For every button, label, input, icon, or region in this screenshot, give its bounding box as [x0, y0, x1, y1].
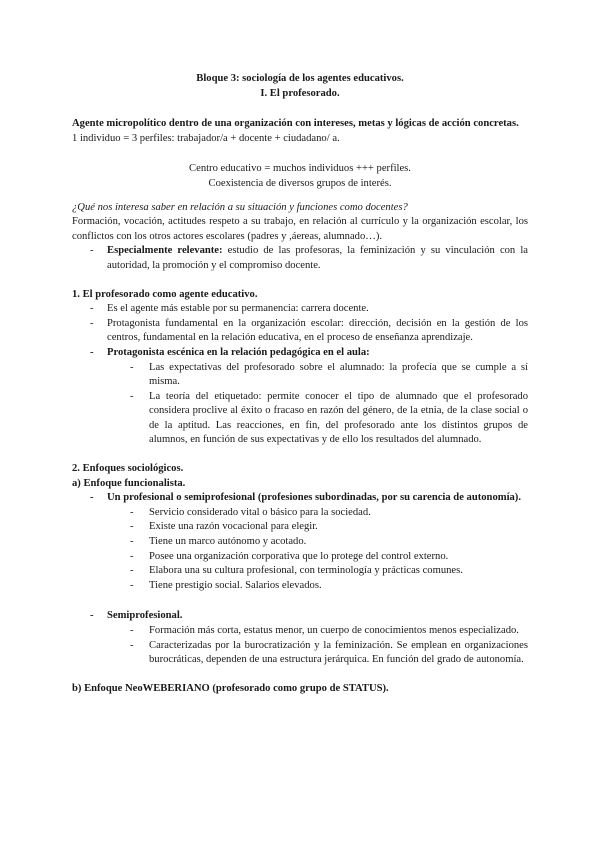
intro-heading: Agente micropolítico dentro de una organización con intereses, metas y lógicas de acción concretas. — [72, 118, 519, 130]
sub-list-item — [72, 390, 528, 448]
section-2-heading: 2. Enfoques sociológicos. — [72, 463, 184, 475]
bullet-dash: - — [90, 245, 94, 257]
sub-list-item — [72, 361, 528, 390]
subsection-b-heading: b) Enfoque NeoWEBERIANO (profesorado como grupo de STATUS). — [72, 682, 389, 694]
center-line-1: Centro educativo = muchos individuos +++ perfiles. — [189, 163, 411, 175]
sub-list-item-text: Servicio considerado vital o básico para la sociedad. — [149, 506, 371, 518]
document-page — [72, 72, 528, 696]
bullet-dash: - — [90, 492, 94, 504]
title-line-2: I. El profesorado. — [260, 87, 340, 99]
bullet-dash: - — [130, 550, 134, 562]
sub-list-item — [72, 550, 528, 565]
list-item — [72, 491, 528, 506]
bullet-dash: - — [130, 361, 134, 373]
sub-list-item-text: Posee una organización corporativa que lo protege del control externo. — [149, 550, 449, 562]
subsection-a-heading: a) Enfoque funcionalista. — [72, 477, 186, 489]
sub-list-item — [72, 639, 528, 668]
list-item — [72, 244, 528, 273]
sub-list-item — [72, 624, 528, 639]
question-text: Formación, vocación, actitudes respeto a su trabajo, en relación al currículo y la organización escolar, los conflictos con los otros actores escolares (padres y ,áereas, alumnado…). — [72, 216, 528, 242]
bullet-dash: - — [130, 536, 134, 548]
list-item-text: Protagonista escénica en la relación pedagógica en el aula: — [107, 346, 370, 358]
sub-list-item-text: Las expectativas del profesorado sobre el alumnado: la profecía que se cumple a sí misma. — [149, 361, 528, 388]
sub-list-item-text: Tiene prestigio social. Salarios elevados. — [149, 579, 322, 591]
bullet-dash: - — [130, 565, 134, 577]
relevant-text: estudio de las profesoras, la feminización y su vinculación con la autoridad, la promoción y el compromiso docente. — [107, 245, 528, 271]
bullet-dash: - — [90, 317, 94, 329]
list-item-text: Semiprofesional. — [107, 610, 183, 622]
sub-list-item-text: Existe una razón vocacional para elegir. — [149, 521, 318, 533]
sub-list-item-text: Tiene un marco autónomo y acotado. — [149, 536, 307, 548]
bullet-dash: - — [130, 639, 134, 651]
title-line-1: Bloque 3: sociología de los agentes educativos. — [196, 73, 404, 84]
list-item-text: Protagonista fundamental en la organización escolar: dirección, decisión en la gestión de los centros, fundamental en la relación educativa, en el proceso de enseñanza aprendizaje. — [107, 317, 528, 344]
sub-list-item-text: Formación más corta, estatus menor, un cuerpo de conocimientos menos especializado. — [149, 625, 519, 636]
profiles-line: 1 individuo = 3 perfiles: trabajador/a + docente + ciudadano/ a. — [72, 132, 340, 144]
list-item — [72, 302, 528, 317]
bullet-dash: - — [90, 610, 94, 622]
sub-list-item — [72, 535, 528, 550]
bullet-dash: - — [90, 346, 94, 358]
list-item — [72, 609, 528, 624]
bullet-dash: - — [130, 579, 134, 591]
list-item-text: Es el agente más estable por su permanencia: carrera docente. — [107, 303, 369, 315]
sub-list-item-text: La teoría del etiquetado: permite conocer el tipo de alumnado que el profesorado considera proclive al éxito o fracaso en razón del género, de la etnia, de la clase social o de la aptitud. Las reacciones, en fin, del profesorado ante los distintos grupos de alumnos, en función de sus expectativas y de ello los resultados del alumnado. — [149, 390, 528, 446]
sub-list-item-text: Caracterizadas por la burocratización y la feminización. Se emplean en organizaciones burocráticas, dependen de una estructura jerárquica. En función del grado de autonomía. — [149, 639, 528, 666]
bullet-dash: - — [130, 506, 134, 518]
sub-list-item — [72, 564, 528, 579]
relevant-label: Especialmente relevante: — [107, 245, 223, 257]
list-item — [72, 346, 528, 361]
bullet-dash: - — [130, 625, 134, 636]
question-heading: ¿Qué nos interesa saber en relación a su situación y funciones como docentes? — [72, 201, 408, 213]
bullet-dash: - — [130, 390, 134, 402]
bullet-dash: - — [130, 521, 134, 533]
sub-list-item — [72, 579, 528, 594]
list-item — [72, 317, 528, 346]
center-line-2: Coexistencia de diversos grupos de interés. — [208, 177, 392, 189]
sub-list-item-text: Elabora una su cultura profesional, con terminología y prácticas comunes. — [149, 565, 463, 577]
sub-list-item — [72, 506, 528, 521]
section-1-heading: 1. El profesorado como agente educativo. — [72, 288, 258, 300]
list-item-text: Un profesional o semiprofesional (profesiones subordinadas, por su carencia de autonomía). — [107, 492, 521, 504]
sub-list-item — [72, 520, 528, 535]
bullet-dash: - — [90, 303, 94, 315]
